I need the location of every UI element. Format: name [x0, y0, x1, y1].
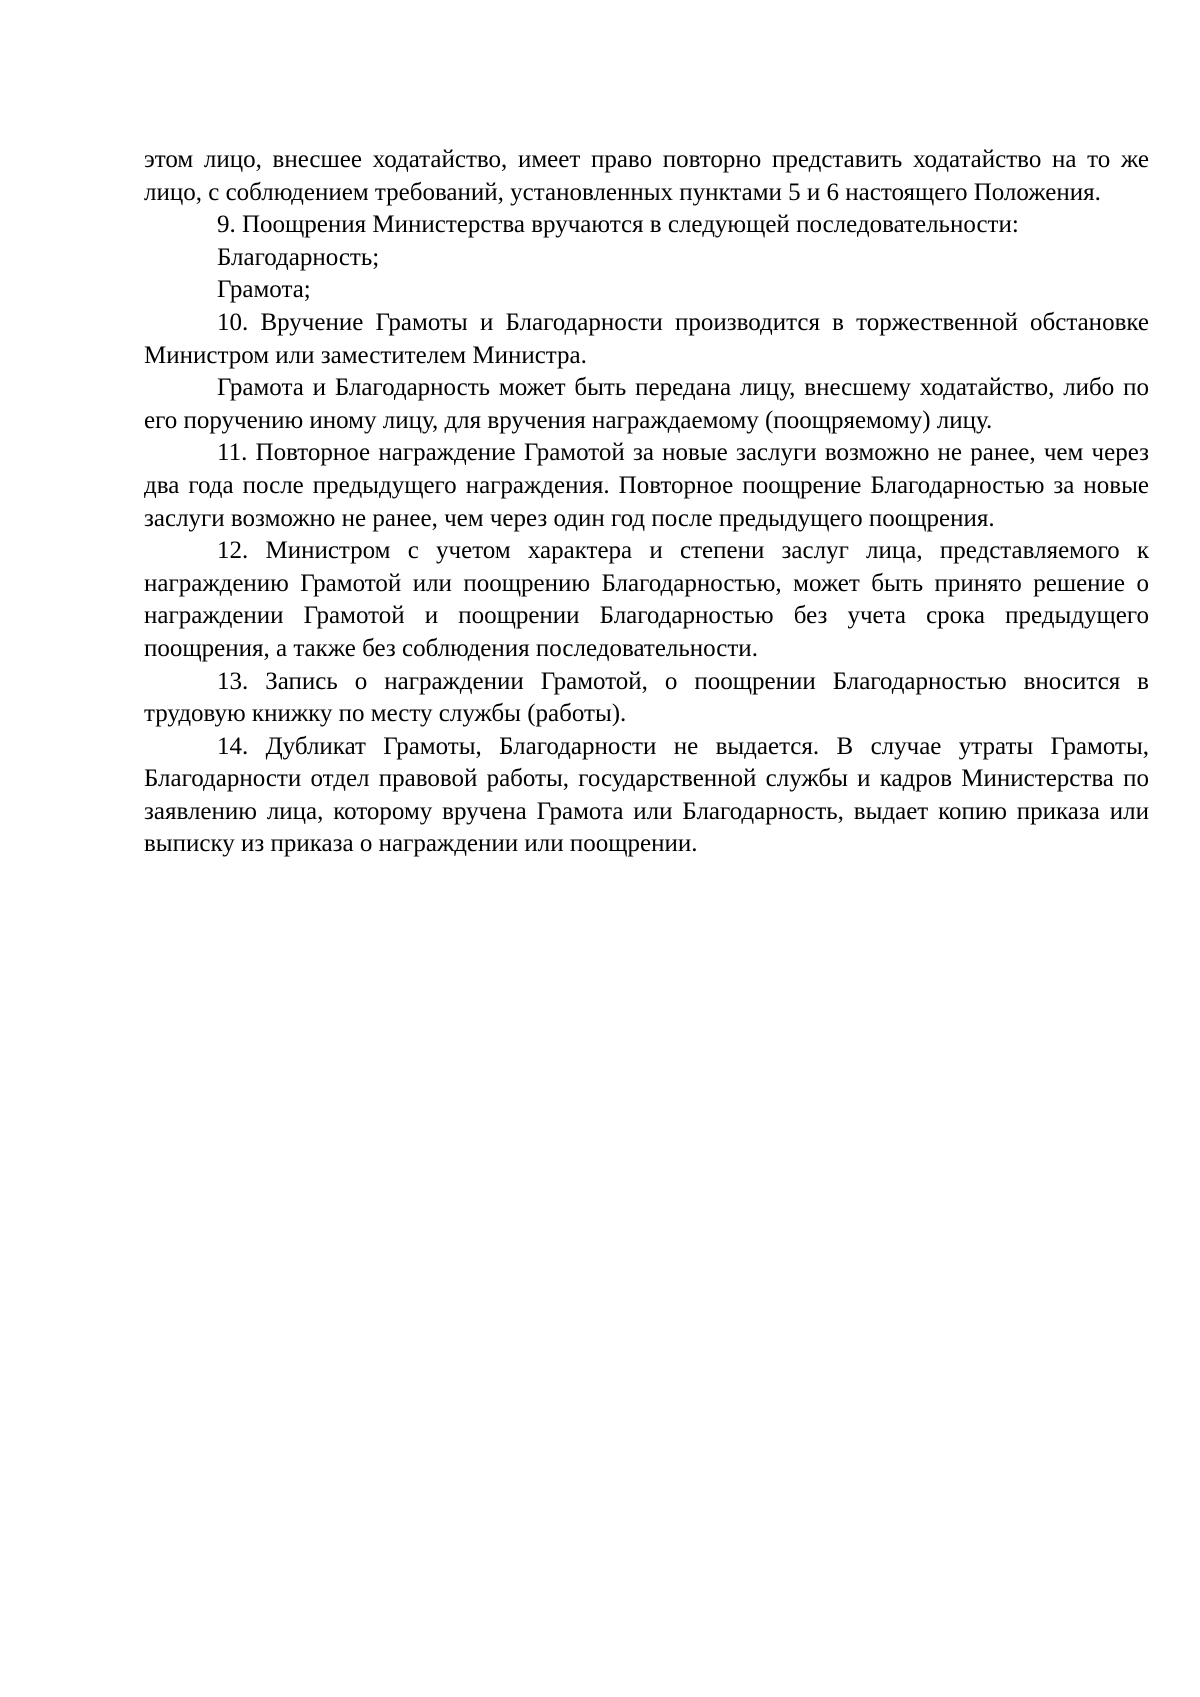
document-body — [144, 144, 1149, 861]
list-item-gratitude: Благодарность; — [217, 243, 380, 271]
paragraph-9: 9. Поощрения Министерства вручаются в следующей последовательности: — [217, 211, 1019, 239]
paragraph-10: 10. Вручение Грамоты и Благодарности производится в торжественной обстановке Министром или заместителем Министра. — [144, 308, 1149, 369]
paragraph-14: 14. Дубликат Грамоты, Благодарности не выдается. В случае утраты Грамоты, Благодарности отдел правовой работы, государственной службы и кадров Министерства по заявлению лица, которому вручена Грамота или Благодарность, выдает копию приказа или выписку из приказа о награждении или поощрении. — [144, 732, 1149, 858]
paragraph-10-transfer: Грамота и Благодарность может быть передана лицу, внесшему ходатайство, либо по его поручению иному лицу, для вручения награждаемому (поощряемому) лицу. — [144, 374, 1149, 434]
paragraph-continuation: этом лицо, внесшее ходатайство, имеет право повторно представить ходатайство на то же лицо, с соблюдением требований, установленных пунктами 5 и 6 настоящего Положения. — [144, 146, 1149, 206]
paragraph-13: 13. Запись о награждении Грамотой, о поощрении Благодарностью вносится в трудовую книжку по месту службы (работы). — [144, 667, 1149, 728]
paragraph-11: 11. Повторное награждение Грамотой за новые заслуги возможно не ранее, чем через два года после предыдущего награждения. Повторное поощрение Благодарностью за новые заслуги возможно не ранее, чем через один год после предыдущего поощрения. — [144, 439, 1149, 532]
paragraph-12: 12. Министром с учетом характера и степени заслуг лица, представляемого к награждению Грамотой или поощрению Благодарностью, может быть принято решение о награждении Грамотой и поощрении Благодарностью без учета срока предыдущего поощрения, а также без соблюдения последовательности. — [144, 537, 1149, 662]
list-item-certificate: Грамота; — [217, 276, 311, 304]
